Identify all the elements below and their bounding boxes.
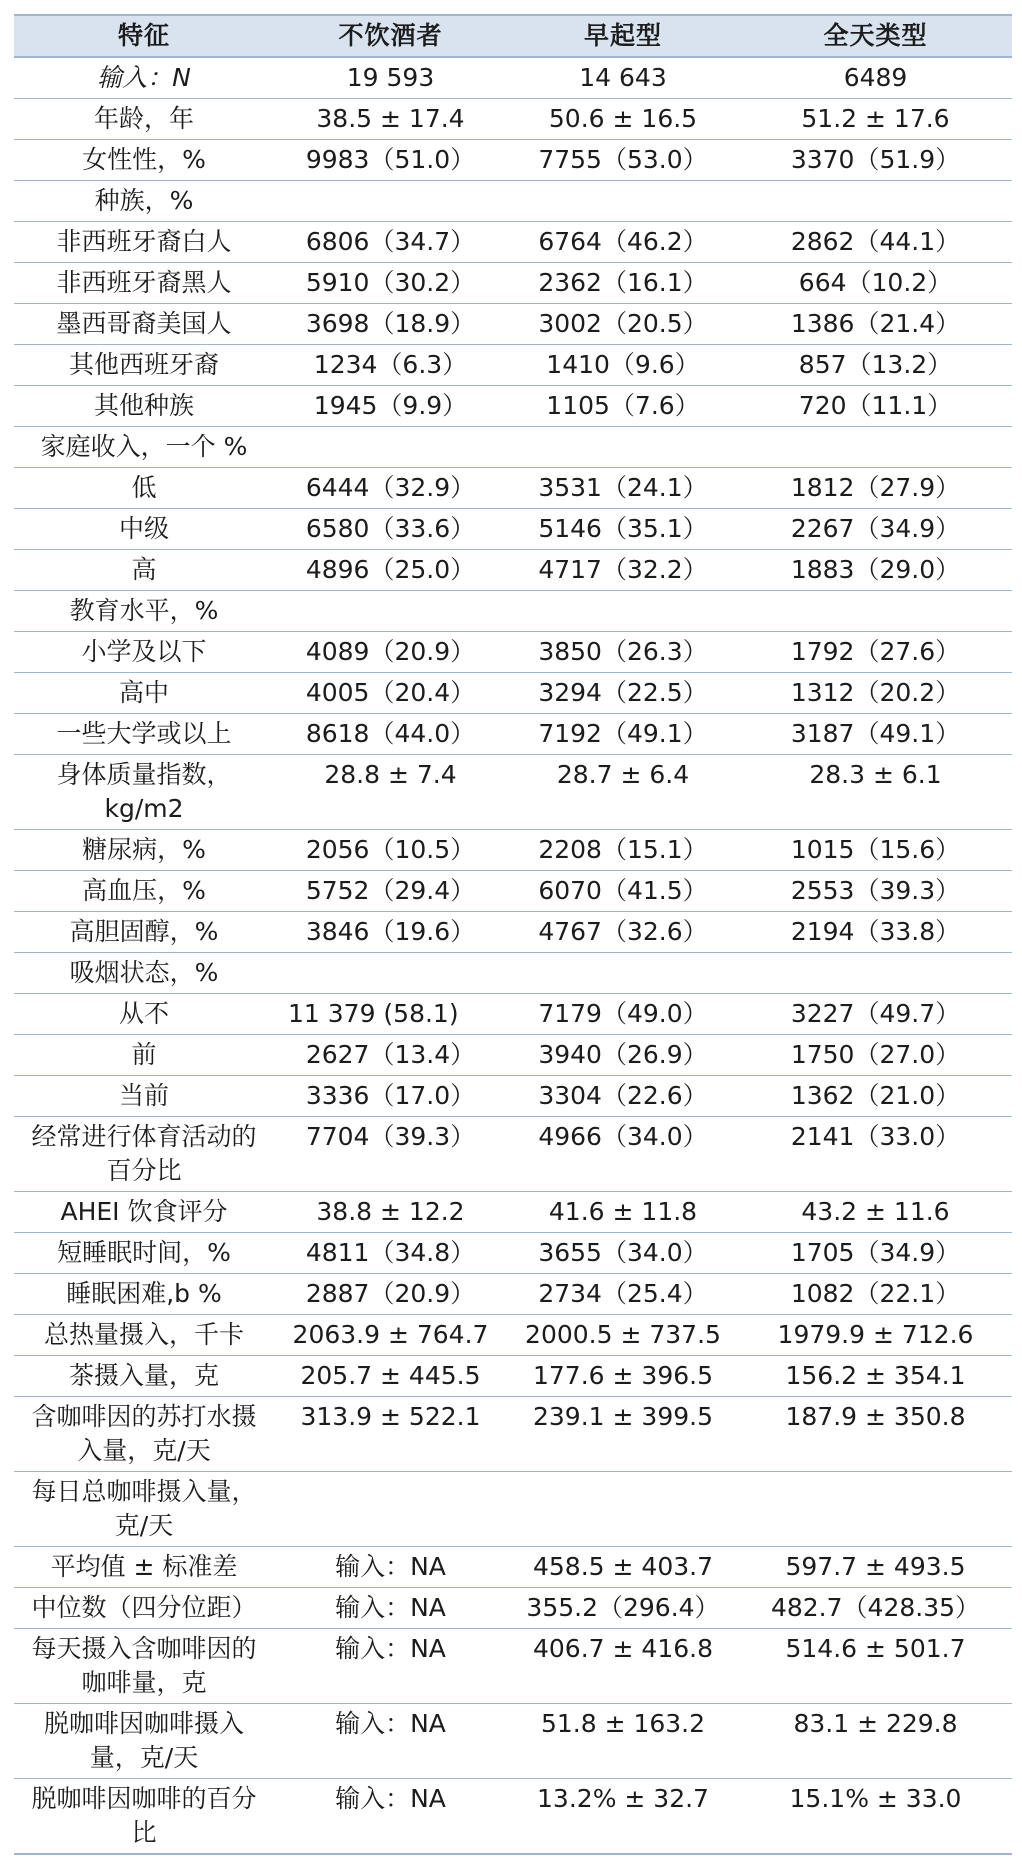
table-row — [14, 1779, 1012, 1855]
table-row — [14, 1472, 1012, 1547]
non-drinkers-value: 19 593 — [274, 57, 507, 99]
all-day-type-value: 1705（34.9） — [739, 1233, 1012, 1274]
all-day-type-value: 43.2 ± 11.6 — [739, 1192, 1012, 1233]
non-drinkers-value: 输入：NA — [274, 1779, 507, 1855]
row-label: 其他西班牙裔 — [14, 345, 274, 386]
morning-type-value: 4966（34.0） — [507, 1117, 739, 1192]
morning-type-value: 6070（41.5） — [507, 871, 739, 912]
morning-type-value: 7755（53.0） — [507, 140, 739, 181]
morning-type-value — [507, 953, 739, 994]
row-label: 种族，% — [14, 181, 274, 222]
all-day-type-value: 187.9 ± 350.8 — [739, 1397, 1012, 1472]
row-label: 糖尿病，% — [14, 830, 274, 871]
all-day-type-value: 2862（44.1） — [739, 222, 1012, 263]
morning-type-value: 3531（24.1） — [507, 468, 739, 509]
non-drinkers-value: 11 379 (58.1) — [274, 994, 507, 1035]
non-drinkers-value: 3698（18.9） — [274, 304, 507, 345]
row-label: 非西班牙裔黑人 — [14, 263, 274, 304]
row-label: 每日总咖啡摄入量，克/天 — [14, 1472, 274, 1547]
morning-type-value: 50.6 ± 16.5 — [507, 99, 739, 140]
morning-type-value — [507, 427, 739, 468]
morning-type-value: 13.2% ± 32.7 — [507, 1779, 739, 1855]
morning-type-value: 458.5 ± 403.7 — [507, 1547, 739, 1588]
morning-type-value: 3304（22.6） — [507, 1076, 739, 1117]
row-label: 中级 — [14, 509, 274, 550]
non-drinkers-value: 8618（44.0） — [274, 714, 507, 755]
all-day-type-value: 1812（27.9） — [739, 468, 1012, 509]
row-label: 输入：N — [14, 57, 274, 99]
all-day-type-value: 1979.9 ± 712.6 — [739, 1315, 1012, 1356]
table-row — [14, 1233, 1012, 1274]
non-drinkers-value: 5752（29.4） — [274, 871, 507, 912]
non-drinkers-value: 6580（33.6） — [274, 509, 507, 550]
row-label: 中位数（四分位距） — [14, 1588, 274, 1629]
non-drinkers-value: 7704（39.3） — [274, 1117, 507, 1192]
all-day-type-value: 15.1% ± 33.0 — [739, 1779, 1012, 1855]
table-row — [14, 509, 1012, 550]
all-day-type-value — [739, 181, 1012, 222]
table-row — [14, 427, 1012, 468]
all-day-type-value: 597.7 ± 493.5 — [739, 1547, 1012, 1588]
table-row — [14, 1588, 1012, 1629]
morning-type-value: 6764（46.2） — [507, 222, 739, 263]
all-day-type-value: 2194（33.8） — [739, 912, 1012, 953]
all-day-type-value: 857（13.2） — [739, 345, 1012, 386]
all-day-type-value: 83.1 ± 229.8 — [739, 1704, 1012, 1779]
non-drinkers-value: 2887（20.9） — [274, 1274, 507, 1315]
non-drinkers-value: 28.8 ± 7.4 — [274, 755, 507, 830]
morning-type-value — [507, 181, 739, 222]
table-row — [14, 714, 1012, 755]
table-row — [14, 1192, 1012, 1233]
non-drinkers-value: 输入：NA — [274, 1629, 507, 1704]
table-row — [14, 550, 1012, 591]
table-row — [14, 386, 1012, 427]
non-drinkers-value: 3336（17.0） — [274, 1076, 507, 1117]
table-row — [14, 1117, 1012, 1192]
morning-type-value: 3655（34.0） — [507, 1233, 739, 1274]
row-label: 女性性，% — [14, 140, 274, 181]
non-drinkers-value — [274, 591, 507, 632]
non-drinkers-value — [274, 1472, 507, 1547]
morning-type-value: 1105（7.6） — [507, 386, 739, 427]
non-drinkers-value: 38.8 ± 12.2 — [274, 1192, 507, 1233]
row-label: 小学及以下 — [14, 632, 274, 673]
row-label: 短睡眠时间，% — [14, 1233, 274, 1274]
row-label: 年龄，年 — [14, 99, 274, 140]
all-day-type-value: 6489 — [739, 57, 1012, 99]
row-label: 经常进行体育活动的百分比 — [14, 1117, 274, 1192]
header-morning-type: 早起型 — [507, 15, 739, 57]
morning-type-value: 4767（32.6） — [507, 912, 739, 953]
all-day-type-value: 28.3 ± 6.1 — [739, 755, 1012, 830]
table-row — [14, 1547, 1012, 1588]
morning-type-value — [507, 1472, 739, 1547]
morning-type-value: 406.7 ± 416.8 — [507, 1629, 739, 1704]
table-row — [14, 1356, 1012, 1397]
table-row — [14, 140, 1012, 181]
non-drinkers-value: 4089（20.9） — [274, 632, 507, 673]
morning-type-value — [507, 591, 739, 632]
table-row — [14, 1274, 1012, 1315]
table-header-row — [14, 15, 1012, 57]
row-label: 从不 — [14, 994, 274, 1035]
morning-type-value: 2208（15.1） — [507, 830, 739, 871]
row-label: 当前 — [14, 1076, 274, 1117]
non-drinkers-value — [274, 427, 507, 468]
all-day-type-value: 1082（22.1） — [739, 1274, 1012, 1315]
non-drinkers-value: 4811（34.8） — [274, 1233, 507, 1274]
table-row — [14, 99, 1012, 140]
non-drinkers-value: 9983（51.0） — [274, 140, 507, 181]
row-label: 身体质量指数，kg/m2 — [14, 755, 274, 830]
table-row — [14, 345, 1012, 386]
non-drinkers-value: 2627（13.4） — [274, 1035, 507, 1076]
non-drinkers-value: 5910（30.2） — [274, 263, 507, 304]
row-label: 睡眠困难,b % — [14, 1274, 274, 1315]
row-label: 非西班牙裔白人 — [14, 222, 274, 263]
morning-type-value: 41.6 ± 11.8 — [507, 1192, 739, 1233]
non-drinkers-value: 4005（20.4） — [274, 673, 507, 714]
all-day-type-value: 3370（51.9） — [739, 140, 1012, 181]
row-label: 家庭收入，一个 % — [14, 427, 274, 468]
morning-type-value: 2362（16.1） — [507, 263, 739, 304]
all-day-type-value: 2553（39.3） — [739, 871, 1012, 912]
non-drinkers-value: 输入：NA — [274, 1547, 507, 1588]
all-day-type-value: 1386（21.4） — [739, 304, 1012, 345]
all-day-type-value — [739, 591, 1012, 632]
row-label: 总热量摄入，千卡 — [14, 1315, 274, 1356]
all-day-type-value: 1792（27.6） — [739, 632, 1012, 673]
table-row — [14, 673, 1012, 714]
table-row — [14, 304, 1012, 345]
row-label: 其他种族 — [14, 386, 274, 427]
all-day-type-value: 482.7（428.35） — [739, 1588, 1012, 1629]
all-day-type-value: 3187（49.1） — [739, 714, 1012, 755]
morning-type-value: 355.2（296.4） — [507, 1588, 739, 1629]
header-non-drinkers: 不饮酒者 — [274, 15, 507, 57]
table-row — [14, 1076, 1012, 1117]
non-drinkers-value: 1945（9.9） — [274, 386, 507, 427]
non-drinkers-value: 205.7 ± 445.5 — [274, 1356, 507, 1397]
header-all-day-type: 全天类型 — [739, 15, 1012, 57]
characteristics-table — [14, 14, 1012, 1855]
table-row — [14, 871, 1012, 912]
all-day-type-value: 2141（33.0） — [739, 1117, 1012, 1192]
morning-type-value: 7192（49.1） — [507, 714, 739, 755]
morning-type-value: 5146（35.1） — [507, 509, 739, 550]
table-row — [14, 632, 1012, 673]
table-row — [14, 222, 1012, 263]
morning-type-value: 4717（32.2） — [507, 550, 739, 591]
row-label: 高血压，% — [14, 871, 274, 912]
non-drinkers-value — [274, 953, 507, 994]
all-day-type-value: 1883（29.0） — [739, 550, 1012, 591]
non-drinkers-value: 6806（34.7） — [274, 222, 507, 263]
non-drinkers-value: 38.5 ± 17.4 — [274, 99, 507, 140]
table-body — [14, 57, 1012, 1854]
non-drinkers-value: 输入：NA — [274, 1588, 507, 1629]
morning-type-value: 2000.5 ± 737.5 — [507, 1315, 739, 1356]
all-day-type-value: 664（10.2） — [739, 263, 1012, 304]
row-label: 脱咖啡因咖啡摄入量，克/天 — [14, 1704, 274, 1779]
all-day-type-value — [739, 1472, 1012, 1547]
morning-type-value: 7179（49.0） — [507, 994, 739, 1035]
row-label: 教育水平，% — [14, 591, 274, 632]
morning-type-value: 3940（26.9） — [507, 1035, 739, 1076]
table-row — [14, 468, 1012, 509]
table-row — [14, 1035, 1012, 1076]
all-day-type-value: 1362（21.0） — [739, 1076, 1012, 1117]
row-label: 高 — [14, 550, 274, 591]
table-row — [14, 1315, 1012, 1356]
morning-type-value: 1410（9.6） — [507, 345, 739, 386]
row-label: 脱咖啡因咖啡的百分比 — [14, 1779, 274, 1855]
non-drinkers-value: 6444（32.9） — [274, 468, 507, 509]
row-label: 每天摄入含咖啡因的咖啡量，克 — [14, 1629, 274, 1704]
table-row — [14, 994, 1012, 1035]
all-day-type-value: 514.6 ± 501.7 — [739, 1629, 1012, 1704]
table-row — [14, 57, 1012, 99]
row-label: 高中 — [14, 673, 274, 714]
morning-type-value: 3002（20.5） — [507, 304, 739, 345]
all-day-type-value: 720（11.1） — [739, 386, 1012, 427]
header-characteristic: 特征 — [14, 15, 274, 57]
row-label: 前 — [14, 1035, 274, 1076]
all-day-type-value: 3227（49.7） — [739, 994, 1012, 1035]
non-drinkers-value: 2056（10.5） — [274, 830, 507, 871]
row-label: AHEI 饮食评分 — [14, 1192, 274, 1233]
all-day-type-value — [739, 953, 1012, 994]
non-drinkers-value: 313.9 ± 522.1 — [274, 1397, 507, 1472]
non-drinkers-value: 2063.9 ± 764.7 — [274, 1315, 507, 1356]
all-day-type-value — [739, 427, 1012, 468]
morning-type-value: 14 643 — [507, 57, 739, 99]
all-day-type-value: 1750（27.0） — [739, 1035, 1012, 1076]
morning-type-value: 51.8 ± 163.2 — [507, 1704, 739, 1779]
all-day-type-value: 1312（20.2） — [739, 673, 1012, 714]
morning-type-value: 2734（25.4） — [507, 1274, 739, 1315]
row-label: 墨西哥裔美国人 — [14, 304, 274, 345]
row-label: 含咖啡因的苏打水摄入量，克/天 — [14, 1397, 274, 1472]
morning-type-value: 3850（26.3） — [507, 632, 739, 673]
table-row — [14, 830, 1012, 871]
non-drinkers-value: 4896（25.0） — [274, 550, 507, 591]
row-label: 平均值 ± 标准差 — [14, 1547, 274, 1588]
row-label: 一些大学或以上 — [14, 714, 274, 755]
table-row — [14, 263, 1012, 304]
non-drinkers-value: 3846（19.6） — [274, 912, 507, 953]
row-label: 高胆固醇，% — [14, 912, 274, 953]
all-day-type-value: 2267（34.9） — [739, 509, 1012, 550]
morning-type-value: 3294（22.5） — [507, 673, 739, 714]
morning-type-value: 239.1 ± 399.5 — [507, 1397, 739, 1472]
non-drinkers-value: 1234（6.3） — [274, 345, 507, 386]
table-row — [14, 181, 1012, 222]
morning-type-value: 28.7 ± 6.4 — [507, 755, 739, 830]
non-drinkers-value: 输入：NA — [274, 1704, 507, 1779]
row-label: 低 — [14, 468, 274, 509]
table-row — [14, 1704, 1012, 1779]
all-day-type-value: 51.2 ± 17.6 — [739, 99, 1012, 140]
row-label: 茶摄入量，克 — [14, 1356, 274, 1397]
morning-type-value: 177.6 ± 396.5 — [507, 1356, 739, 1397]
table-row — [14, 755, 1012, 830]
table-row — [14, 591, 1012, 632]
all-day-type-value: 156.2 ± 354.1 — [739, 1356, 1012, 1397]
all-day-type-value: 1015（15.6） — [739, 830, 1012, 871]
table-row — [14, 912, 1012, 953]
non-drinkers-value — [274, 181, 507, 222]
table-row — [14, 953, 1012, 994]
row-label: 吸烟状态，% — [14, 953, 274, 994]
table-row — [14, 1629, 1012, 1704]
table-row — [14, 1397, 1012, 1472]
